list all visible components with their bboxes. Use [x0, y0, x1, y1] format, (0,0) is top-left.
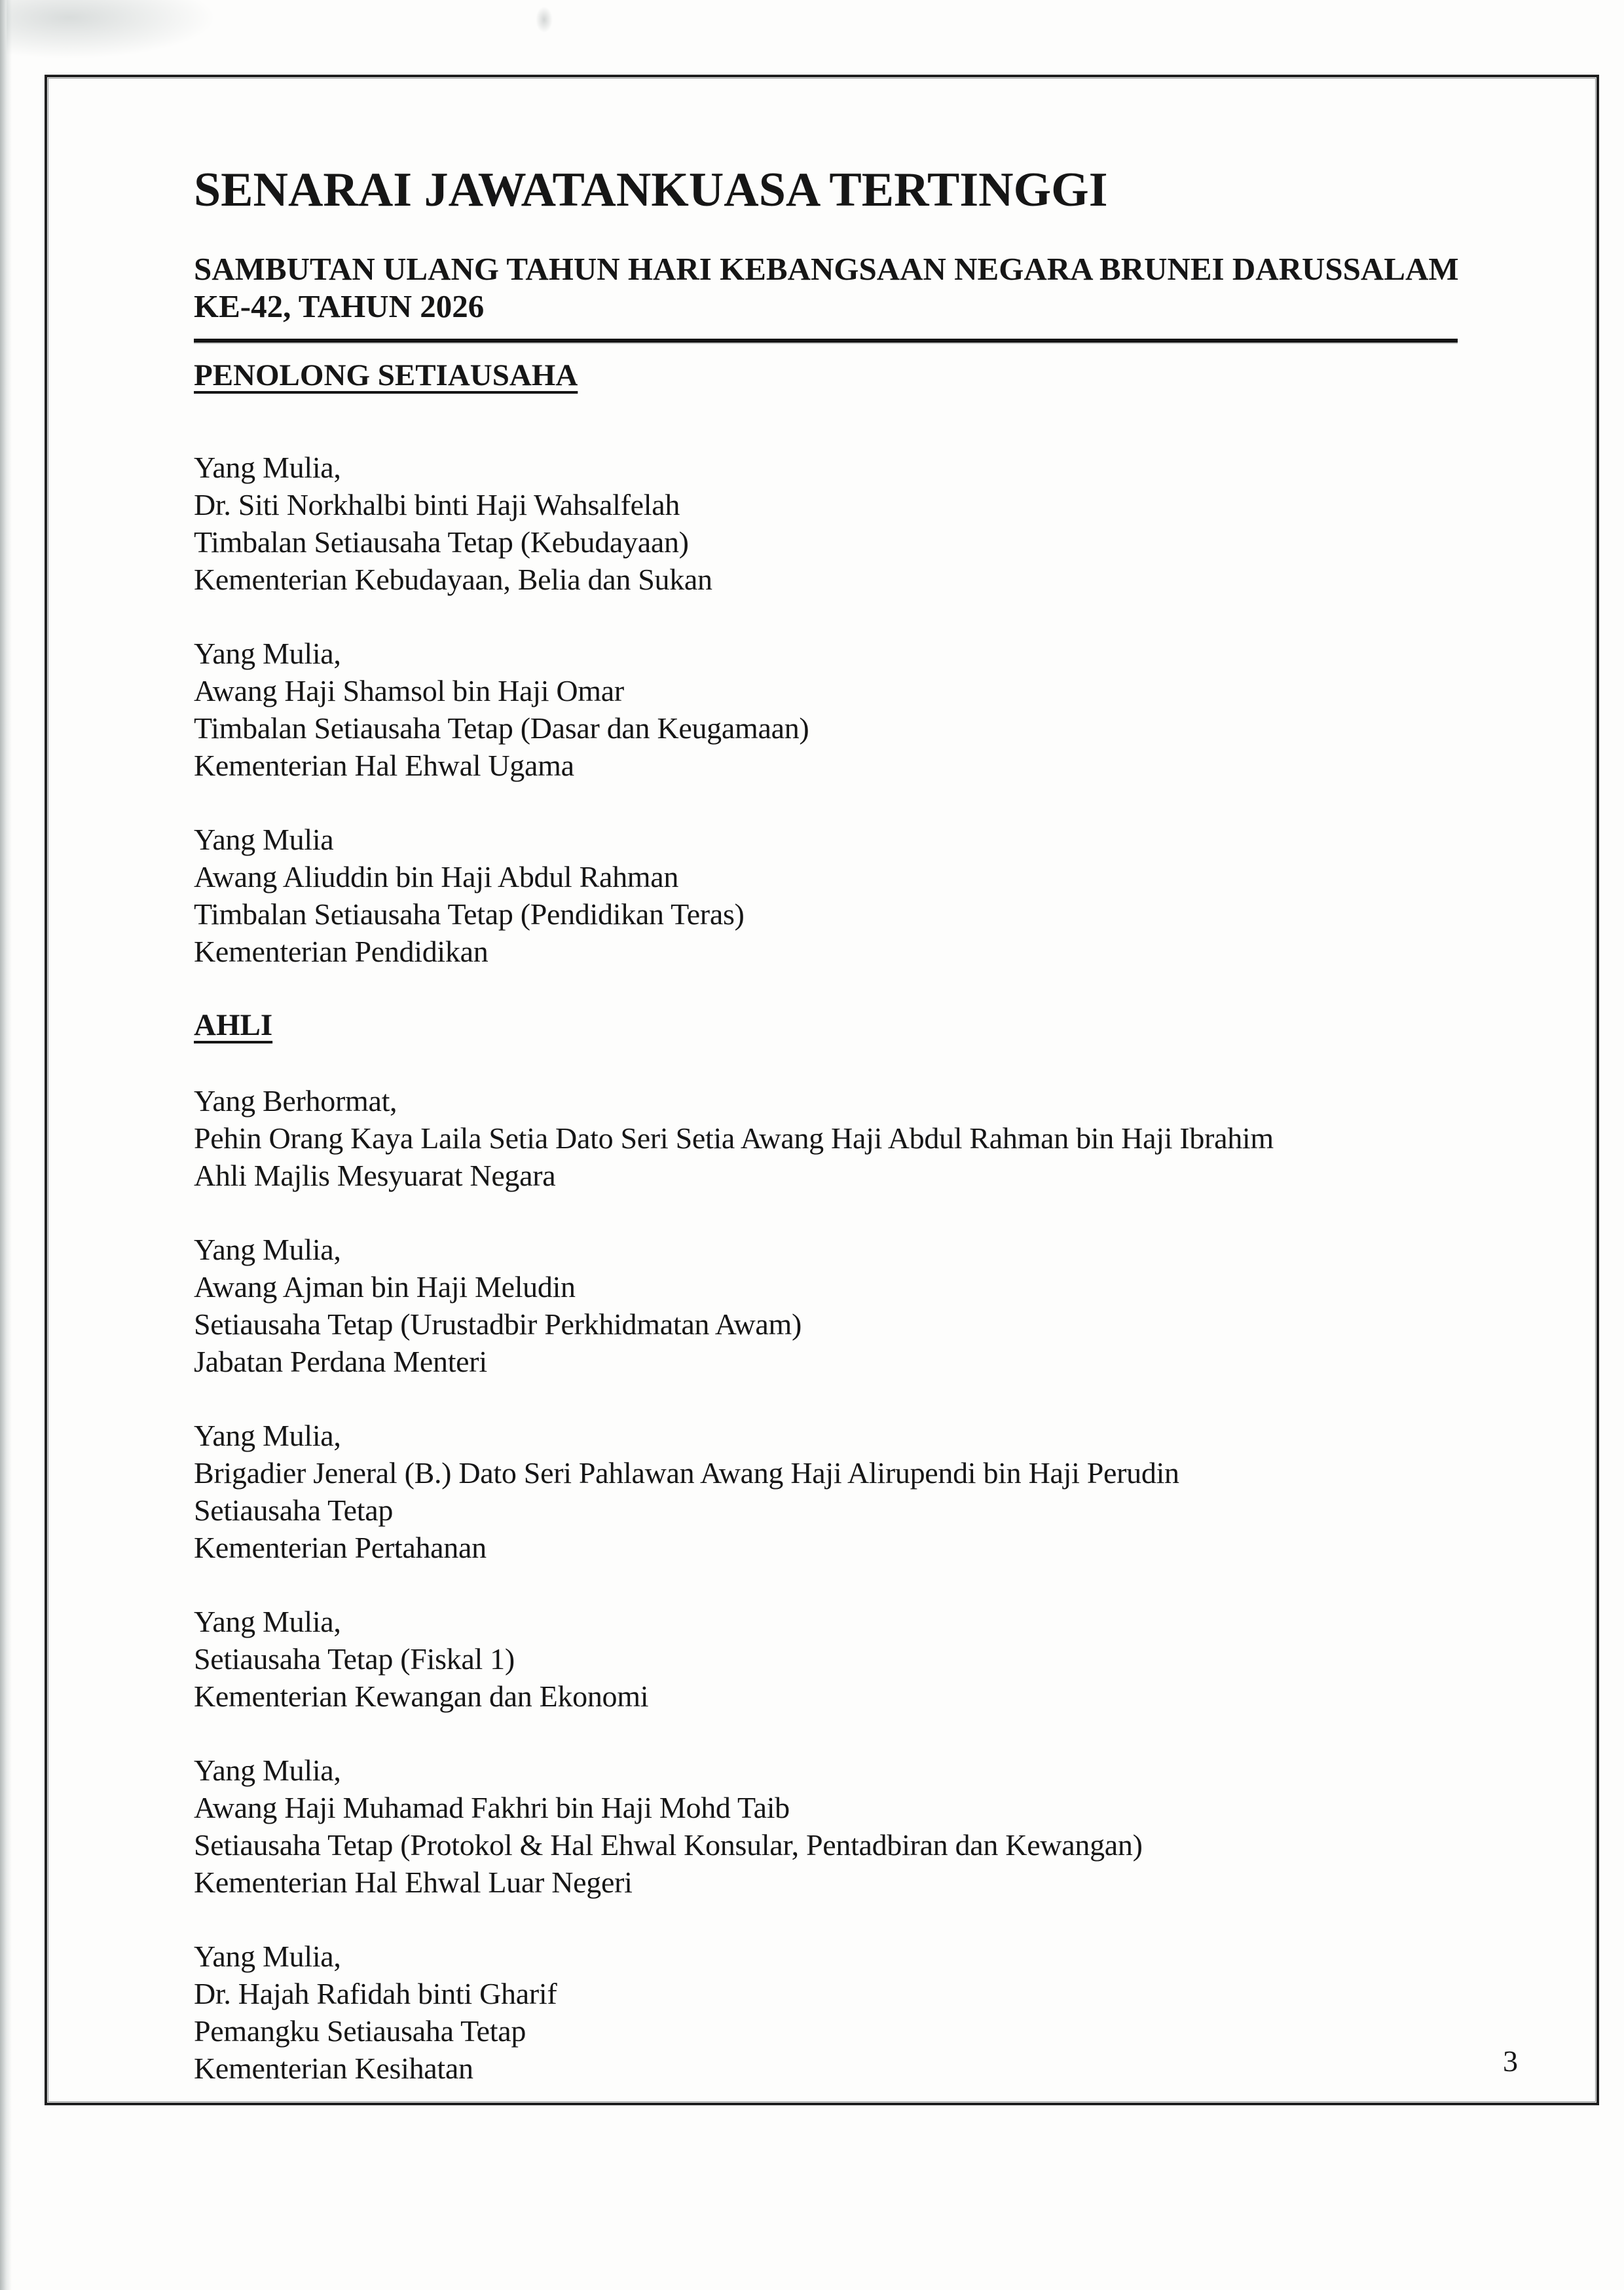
- entry-line: Yang Mulia,: [194, 451, 341, 484]
- entry-line: Kementerian Kewangan dan Ekonomi: [194, 1680, 649, 1713]
- entry-line: Yang Berhormat,: [194, 1084, 397, 1117]
- entry-line: Kementerian Hal Ehwal Ugama: [194, 749, 574, 782]
- entry-line: Kementerian Kebudayaan, Belia dan Sukan: [194, 563, 712, 596]
- entry-line: Brigadier Jeneral (B.) Dato Seri Pahlawan Awang Haji Alirupendi bin Haji Perudin: [194, 1456, 1179, 1490]
- entry-line: Yang Mulia,: [194, 1605, 341, 1638]
- entry-line: Kementerian Hal Ehwal Luar Negeri: [194, 1866, 633, 1899]
- entry-line: Setiausaha Tetap: [194, 1493, 394, 1527]
- subtitle-line: SAMBUTAN ULANG TAHUN HARI KEBANGSAAN NEGARA BRUNEI DARUSSALAM: [194, 251, 1459, 287]
- entry-line: Kementerian Kesihatan: [194, 2052, 473, 2085]
- header-divider-rule: [194, 339, 1458, 343]
- entry-line: Timbalan Setiausaha Tetap (Pendidikan Teras): [194, 897, 745, 931]
- entry-line: Awang Haji Muhamad Fakhri bin Haji Mohd Taib: [194, 1791, 790, 1824]
- committee-entry: [194, 635, 1458, 784]
- entry-line: Kementerian Pendidikan: [194, 935, 489, 968]
- document-subtitle: [194, 250, 1458, 325]
- committee-entry: [194, 449, 1458, 598]
- document-content: [194, 165, 1458, 2124]
- section-heading-penolong-setiausaha: PENOLONG SETIAUSAHA: [194, 358, 578, 392]
- entry-line: Yang Mulia,: [194, 1419, 341, 1452]
- committee-entry: [194, 821, 1458, 970]
- entry-line: Yang Mulia,: [194, 1754, 341, 1787]
- committee-entry: [194, 1752, 1458, 1901]
- entry-line: Yang Mulia,: [194, 637, 341, 670]
- entry-line: Jabatan Perdana Menteri: [194, 1345, 487, 1378]
- subtitle-line: KE-42, TAHUN 2026: [194, 288, 485, 324]
- entry-line: Yang Mulia,: [194, 1233, 341, 1266]
- committee-entry: [194, 1938, 1458, 2087]
- entry-line: Setiausaha Tetap (Urustadbir Perkhidmatan Awam): [194, 1307, 802, 1341]
- committee-entry: [194, 1603, 1458, 1715]
- scan-smudge-artifact: [7, 0, 216, 59]
- entry-line: Yang Mulia: [194, 823, 334, 856]
- entry-line: Awang Haji Shamsol bin Haji Omar: [194, 674, 624, 707]
- entry-line: Pehin Orang Kaya Laila Setia Dato Seri Setia Awang Haji Abdul Rahman bin Haji Ibrahim: [194, 1121, 1274, 1155]
- entry-line: Dr. Hajah Rafidah binti Gharif: [194, 1977, 557, 2010]
- scan-mark-artifact: [536, 7, 553, 33]
- entry-line: Setiausaha Tetap (Protokol & Hal Ehwal Konsular, Pentadbiran dan Kewangan): [194, 1828, 1143, 1862]
- entry-line: Pemangku Setiausaha Tetap: [194, 2014, 526, 2048]
- scan-edge-artifact: [0, 0, 12, 2290]
- committee-entry: [194, 1082, 1458, 1194]
- entry-line: Setiausaha Tetap (Fiskal 1): [194, 1642, 515, 1676]
- page-number: 3: [1503, 2044, 1518, 2078]
- entry-line: Kementerian Pertahanan: [194, 1531, 487, 1564]
- entry-line: Yang Mulia,: [194, 1940, 341, 1973]
- section-heading-ahli: AHLI: [194, 1008, 273, 1042]
- entry-line: Dr. Siti Norkhalbi binti Haji Wahsalfelah: [194, 488, 680, 521]
- committee-entry: [194, 1417, 1458, 1566]
- document-title: SENARAI JAWATANKUASA TERTINGGI: [194, 163, 1108, 217]
- committee-entry: [194, 1231, 1458, 1380]
- entry-line: Awang Aliuddin bin Haji Abdul Rahman: [194, 860, 679, 893]
- entry-line: Awang Ajman bin Haji Meludin: [194, 1270, 576, 1304]
- entry-line: Ahli Majlis Mesyuarat Negara: [194, 1159, 556, 1192]
- entry-line: Timbalan Setiausaha Tetap (Kebudayaan): [194, 525, 689, 559]
- entry-line: Timbalan Setiausaha Tetap (Dasar dan Keugamaan): [194, 711, 809, 745]
